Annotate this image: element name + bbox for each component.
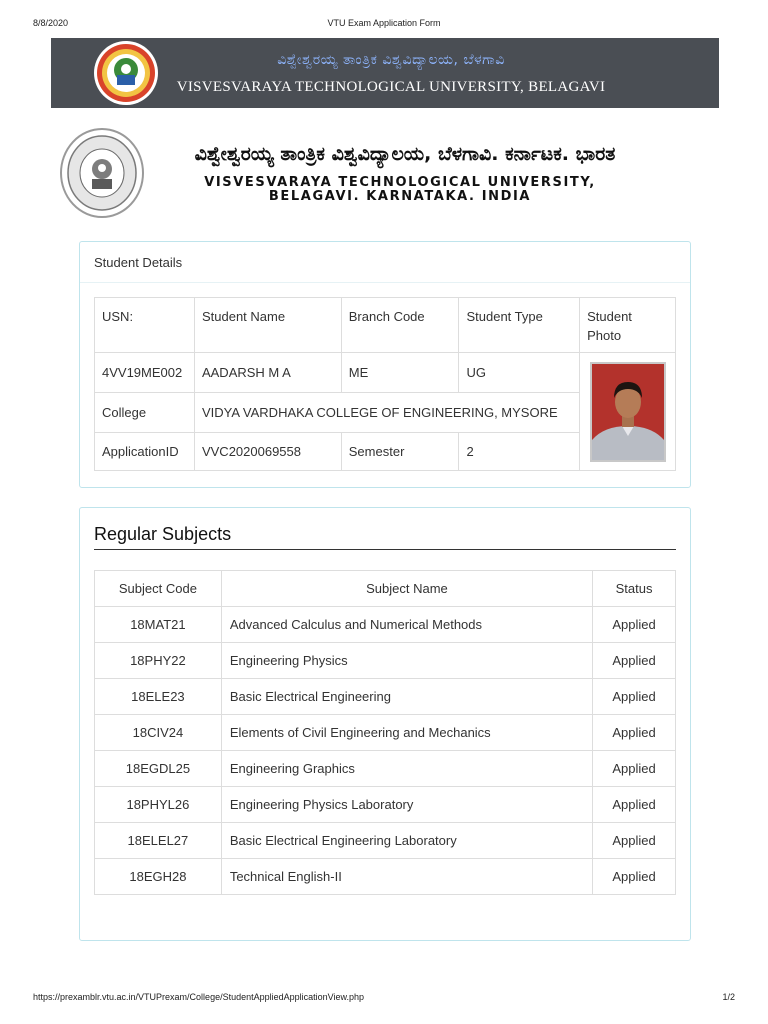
table-row — [95, 823, 676, 859]
subject-status: Applied — [593, 751, 676, 787]
subject-name: Engineering Physics Laboratory — [221, 787, 592, 823]
table-row — [95, 715, 676, 751]
college-value: VIDYA VARDHAKA COLLEGE OF ENGINEERING, MYSORE — [194, 393, 579, 433]
banner-kannada-title: ವಿಶ್ವೇಶ್ವರಯ್ಯ ತಾಂತ್ರಿಕ ವಿಶ್ವವಿದ್ಯಾಲಯ, ಬೆಳಗಾವಿ — [277, 52, 505, 68]
subject-status: Applied — [593, 643, 676, 679]
subject-name: Basic Electrical Engineering — [221, 679, 592, 715]
letterhead-english-line-1: VISVESVARAYA TECHNOLOGICAL UNIVERSITY, — [204, 175, 596, 190]
table-row — [95, 751, 676, 787]
branch-code-value: ME — [341, 353, 459, 393]
letterhead-english-title — [150, 176, 650, 204]
subject-code: 18ELE23 — [95, 679, 222, 715]
student-photo-label-line-1: Student — [587, 309, 632, 324]
college-label: College — [95, 393, 195, 433]
details-label-row — [95, 298, 676, 353]
status-header: Status — [593, 571, 676, 607]
regular-subjects-panel — [79, 507, 691, 941]
subject-status: Applied — [593, 679, 676, 715]
print-date: 8/8/2020 — [33, 18, 69, 28]
semester-value: 2 — [459, 433, 580, 471]
table-row — [95, 787, 676, 823]
print-header — [0, 18, 768, 30]
subject-code: 18ELEL27 — [95, 823, 222, 859]
subject-name: Basic Electrical Engineering Laboratory — [221, 823, 592, 859]
subject-name: Elements of Civil Engineering and Mechanics — [221, 715, 592, 751]
application-id-value: VVC2020069558 — [194, 433, 341, 471]
student-photo-label — [580, 298, 676, 353]
subject-code: 18EGH28 — [95, 859, 222, 895]
letterhead-english-line-2: BELAGAVI. KARNATAKA. INDIA — [268, 189, 532, 204]
university-seal-icon — [59, 127, 145, 219]
application-id-label: ApplicationID — [95, 433, 195, 471]
subject-name: Engineering Physics — [221, 643, 592, 679]
student-photo — [590, 362, 666, 462]
letterhead-kannada-title: ವಿಶ್ವೇಶ್ವರಯ್ಯ ತಾಂತ್ರಿಕ ವಿಶ್ವವಿದ್ಯಾಲಯ, ಬೆಳಗಾವಿ. ಕರ್ನಾಟಕ. ಭಾರತ — [194, 143, 616, 165]
subject-code: 18PHY22 — [95, 643, 222, 679]
student-details-table — [94, 297, 676, 471]
subject-status: Applied — [593, 823, 676, 859]
subject-name: Advanced Calculus and Numerical Methods — [221, 607, 592, 643]
student-details-panel — [79, 241, 691, 488]
subject-status: Applied — [593, 859, 676, 895]
student-photo-cell — [580, 353, 676, 471]
print-url: https://prexamblr.vtu.ac.in/VTUPrexam/College/StudentAppliedApplicationView.php — [33, 992, 365, 1002]
university-logo-icon — [93, 40, 159, 106]
subject-code: 18MAT21 — [95, 607, 222, 643]
details-value-row — [95, 353, 676, 393]
student-type-label: Student Type — [459, 298, 580, 353]
subject-code-header: Subject Code — [95, 571, 222, 607]
subject-status: Applied — [593, 715, 676, 751]
table-row — [95, 859, 676, 895]
subject-status: Applied — [593, 607, 676, 643]
student-photo-label-line-2: Photo — [587, 328, 622, 343]
subject-code: 18CIV24 — [95, 715, 222, 751]
student-name-label: Student Name — [194, 298, 341, 353]
semester-label: Semester — [341, 433, 459, 471]
table-row — [95, 607, 676, 643]
usn-value: 4VV19ME002 — [95, 353, 195, 393]
subject-name: Technical English-II — [221, 859, 592, 895]
university-banner — [51, 38, 719, 108]
subject-code: 18PHYL26 — [95, 787, 222, 823]
banner-english-title: VISVESVARAYA TECHNOLOGICAL UNIVERSITY, BELAGAVI — [176, 79, 606, 95]
subjects-header-row — [95, 571, 676, 607]
student-type-value: UG — [459, 353, 580, 393]
subject-name-header: Subject Name — [221, 571, 592, 607]
student-details-heading-text: Student Details — [94, 255, 183, 270]
branch-code-label: Branch Code — [341, 298, 459, 353]
student-name-value: AADARSH M A — [194, 353, 341, 393]
print-title: VTU Exam Application Form — [327, 18, 441, 28]
subject-code: 18EGDL25 — [95, 751, 222, 787]
table-row — [95, 679, 676, 715]
subject-status: Applied — [593, 787, 676, 823]
table-row — [95, 643, 676, 679]
subjects-table — [94, 570, 676, 895]
print-footer — [0, 992, 768, 1004]
regular-subjects-heading: Regular Subjects — [94, 524, 676, 550]
usn-label: USN: — [95, 298, 195, 353]
print-page-number: 1/2 — [722, 992, 735, 1002]
student-details-heading — [80, 242, 690, 283]
subject-name: Engineering Graphics — [221, 751, 592, 787]
